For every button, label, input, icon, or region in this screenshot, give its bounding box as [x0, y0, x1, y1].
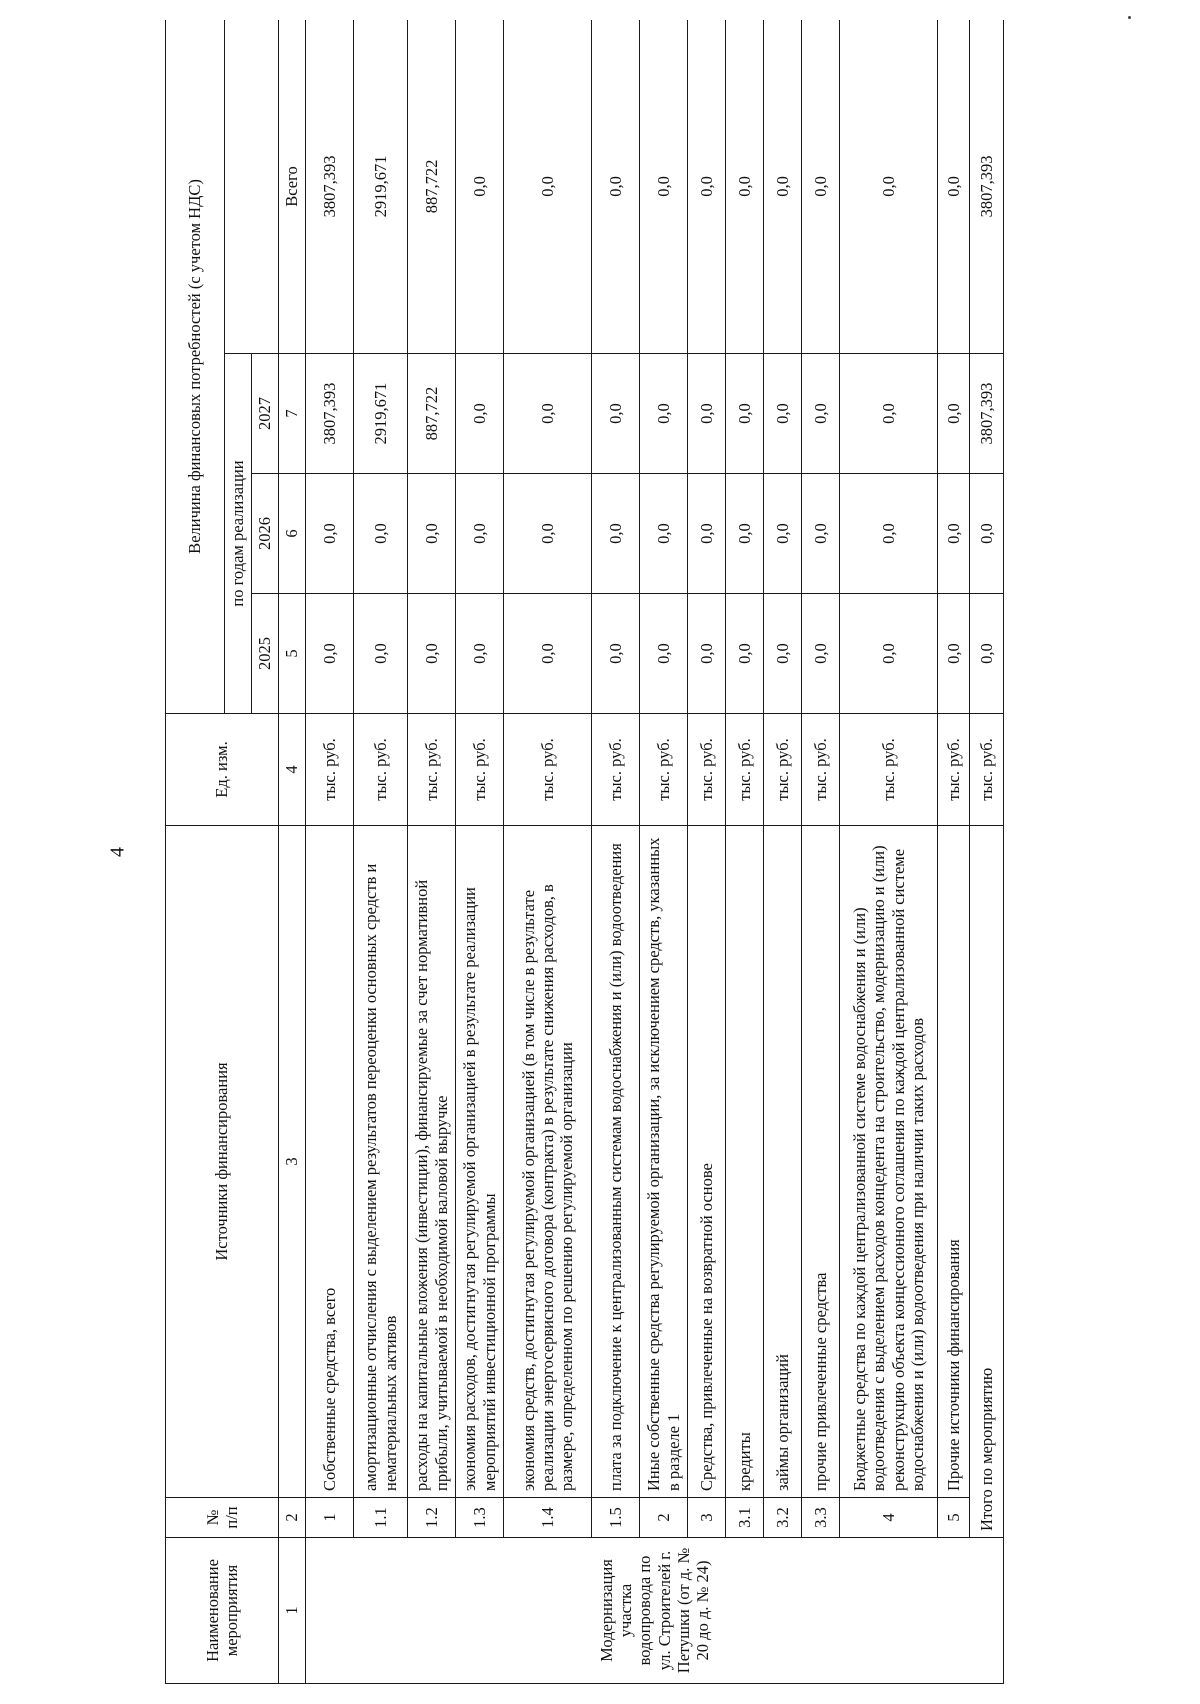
row-unit: тыс. руб. [408, 714, 456, 826]
row-total: 0,0 [802, 20, 840, 354]
row-value-2027: 0,0 [592, 354, 640, 474]
row-total: 0,0 [840, 20, 938, 354]
row-number: 1.3 [456, 1498, 504, 1538]
header-blank [225, 20, 279, 354]
table-row [726, 20, 764, 1684]
row-value-2027: 0,0 [456, 354, 504, 474]
row-total: 0,0 [592, 20, 640, 354]
row-value-2026: 0,0 [938, 474, 970, 594]
colnum-5: 5 [279, 594, 306, 714]
row-number: 3 [688, 1498, 726, 1538]
colnum-6: 6 [279, 474, 306, 594]
row-value-2025: 0,0 [592, 594, 640, 714]
row-value-2025: 0,0 [802, 594, 840, 714]
table-row [592, 20, 640, 1684]
scan-speck [1128, 16, 1131, 19]
row-source: амортизационные отчисления с выделением результатов переоценки основных средств и нематериальных активов [354, 826, 408, 1498]
row-total: 0,0 [504, 20, 592, 354]
row-unit: тыс. руб. [504, 714, 592, 826]
row-value-2026: 0,0 [688, 474, 726, 594]
row-value-2026: 0,0 [306, 474, 354, 594]
row-unit: тыс. руб. [688, 714, 726, 826]
table-row [408, 20, 456, 1684]
row-unit: тыс. руб. [840, 714, 938, 826]
row-value-2025: 0,0 [840, 594, 938, 714]
row-total: 0,0 [726, 20, 764, 354]
header-total: Всего [279, 20, 306, 354]
row-value-2027: 0,0 [802, 354, 840, 474]
row-value-2027: 0,0 [688, 354, 726, 474]
row-value-2027: 887,722 [408, 354, 456, 474]
header-unit: Ед. изм. [166, 714, 279, 826]
event-name-cell: Модернизация участка водопровода по ул. Строителей г. Петушки (от д. № 20 до д. № 24) [306, 1538, 1004, 1684]
row-value-2026: 0,0 [456, 474, 504, 594]
total-row-2025: 0,0 [970, 594, 1004, 714]
table-row [840, 20, 938, 1684]
row-source: Прочие источники финансирования [938, 826, 970, 1498]
row-value-2025: 0,0 [726, 594, 764, 714]
header-financial-needs: Величина финансовых потребностей (с учетом НДС) [166, 20, 225, 714]
row-value-2026: 0,0 [802, 474, 840, 594]
row-value-2026: 0,0 [408, 474, 456, 594]
header-year-2027: 2027 [252, 354, 279, 474]
row-value-2027: 3807,393 [306, 354, 354, 474]
header-year-2026: 2026 [252, 474, 279, 594]
row-value-2026: 0,0 [354, 474, 408, 594]
row-number: 1.2 [408, 1498, 456, 1538]
table-row [938, 20, 970, 1684]
colnum-2: 2 [279, 1498, 306, 1538]
column-number-row [279, 20, 306, 1684]
row-value-2026: 0,0 [764, 474, 802, 594]
table-row [802, 20, 840, 1684]
header-by-years: по годам реализации [225, 354, 252, 714]
colnum-4: 4 [279, 714, 306, 826]
row-source: расходы на капитальные вложения (инвестиции), финансируемые за счет нормативной прибыли, учитываемой в необходимой валовой выручке [408, 826, 456, 1498]
row-source: прочие привлеченные средства [802, 826, 840, 1498]
total-row [970, 20, 1004, 1684]
row-value-2025: 0,0 [354, 594, 408, 714]
row-number: 1.4 [504, 1498, 592, 1538]
row-value-2027: 0,0 [840, 354, 938, 474]
total-row-total: 3807,393 [970, 20, 1004, 354]
row-value-2027: 0,0 [640, 354, 688, 474]
table-row [306, 20, 354, 1684]
total-row-2026: 0,0 [970, 474, 1004, 594]
row-source: Бюджетные средства по каждой централизованной системе водоснабжения и (или) водоотведения с выделением расходов концедента на строительство, модернизацию и (или) реконструкцию объекта концессионного соглашения по каждой централизованной системе водоснабжения и (или) водоотведения при наличии таких расходов [840, 826, 938, 1498]
row-number: 4 [840, 1498, 938, 1538]
table-header [166, 20, 306, 1684]
row-number: 1.5 [592, 1498, 640, 1538]
row-value-2027: 0,0 [504, 354, 592, 474]
row-value-2026: 0,0 [640, 474, 688, 594]
row-value-2025: 0,0 [688, 594, 726, 714]
table-body [306, 20, 1004, 1684]
row-source: плата за подключение к централизованным системам водоснабжения и (или) водоотведения [592, 826, 640, 1498]
row-number: 1.1 [354, 1498, 408, 1538]
row-value-2025: 0,0 [640, 594, 688, 714]
row-value-2025: 0,0 [456, 594, 504, 714]
row-value-2027: 2919,671 [354, 354, 408, 474]
row-source: Средства, привлеченные на возвратной основе [688, 826, 726, 1498]
row-value-2025: 0,0 [306, 594, 354, 714]
row-unit: тыс. руб. [726, 714, 764, 826]
financing-table-wrapper [165, 20, 1085, 1684]
row-number: 3.2 [764, 1498, 802, 1538]
row-value-2025: 0,0 [938, 594, 970, 714]
row-value-2027: 0,0 [764, 354, 802, 474]
financing-table [165, 20, 1004, 1684]
row-source: Иные собственные средства регулируемой организации, за исключением средств, указанных в разделе 1 [640, 826, 688, 1498]
table-row [688, 20, 726, 1684]
row-total: 887,722 [408, 20, 456, 354]
row-value-2027: 0,0 [726, 354, 764, 474]
row-number: 2 [640, 1498, 688, 1538]
row-unit: тыс. руб. [802, 714, 840, 826]
total-row-2027: 3807,393 [970, 354, 1004, 474]
row-number: 1 [306, 1498, 354, 1538]
row-total: 0,0 [764, 20, 802, 354]
row-unit: тыс. руб. [938, 714, 970, 826]
row-source: Собственные средства, всего [306, 826, 354, 1498]
colnum-3: 3 [279, 826, 306, 1498]
total-row-unit: тыс. руб. [970, 714, 1004, 826]
total-row-label: Итого по мероприятию [970, 826, 1004, 1538]
colnum-1: 1 [279, 1538, 306, 1684]
row-unit: тыс. руб. [592, 714, 640, 826]
row-value-2026: 0,0 [592, 474, 640, 594]
row-source: кредиты [726, 826, 764, 1498]
header-year-2025: 2025 [252, 594, 279, 714]
row-total: 0,0 [456, 20, 504, 354]
row-total: 0,0 [688, 20, 726, 354]
row-total: 0,0 [938, 20, 970, 354]
table-row [640, 20, 688, 1684]
row-number: 3.3 [802, 1498, 840, 1538]
row-value-2027: 0,0 [938, 354, 970, 474]
row-total: 3807,393 [306, 20, 354, 354]
row-total: 0,0 [640, 20, 688, 354]
row-total: 2919,671 [354, 20, 408, 354]
row-number: 5 [938, 1498, 970, 1538]
row-value-2026: 0,0 [726, 474, 764, 594]
row-value-2026: 0,0 [504, 474, 592, 594]
row-value-2025: 0,0 [764, 594, 802, 714]
row-unit: тыс. руб. [640, 714, 688, 826]
row-unit: тыс. руб. [764, 714, 802, 826]
header-source: Источники финансирования [166, 826, 279, 1498]
rotated-sheet [165, 20, 1085, 1684]
row-unit: тыс. руб. [456, 714, 504, 826]
table-row [354, 20, 408, 1684]
page-number: 4 [106, 847, 129, 857]
row-value-2025: 0,0 [504, 594, 592, 714]
row-value-2026: 0,0 [840, 474, 938, 594]
row-unit: тыс. руб. [306, 714, 354, 826]
row-value-2025: 0,0 [408, 594, 456, 714]
table-row [504, 20, 592, 1684]
colnum-7: 7 [279, 354, 306, 474]
table-row [456, 20, 504, 1684]
row-source: займы организаций [764, 826, 802, 1498]
row-source: экономия средств, достигнутая регулируемой организацией (в том числе в результате реализации энергосервисного договора (контракта) в результате снижения расходов, в размере, определенном по решению регулируемой организации [504, 826, 592, 1498]
header-event-name: Наименование мероприятия [166, 1538, 279, 1684]
row-unit: тыс. руб. [354, 714, 408, 826]
header-no: № п/п [166, 1498, 279, 1538]
row-source: экономия расходов, достигнутая регулируемой организацией в результате реализации мероприятий инвестиционной программы [456, 826, 504, 1498]
row-number: 3.1 [726, 1498, 764, 1538]
table-row [764, 20, 802, 1684]
